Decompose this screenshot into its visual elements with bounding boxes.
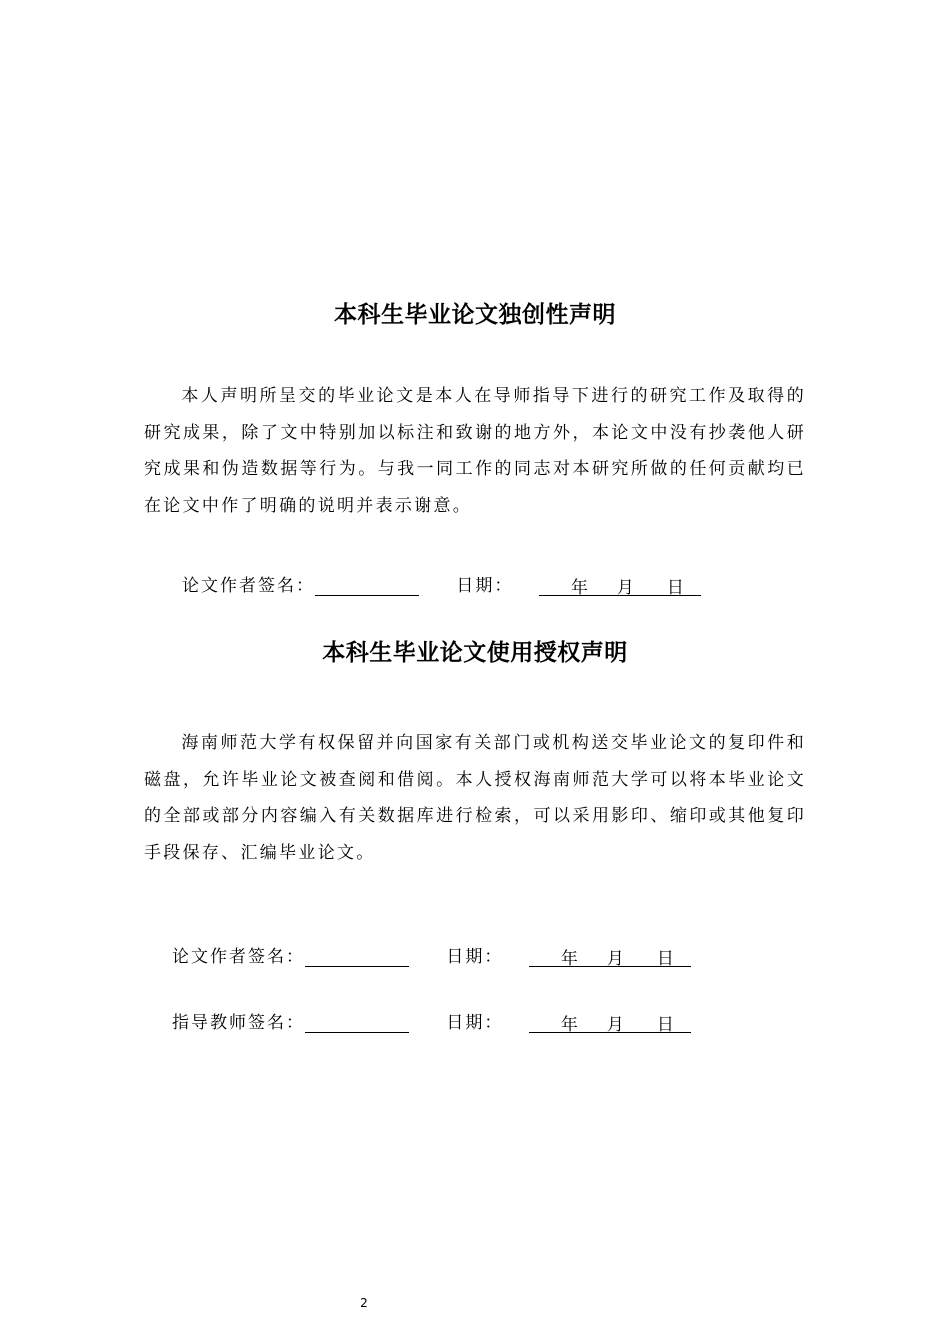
page-number: 2 <box>360 1296 368 1310</box>
author-signature-row <box>172 942 691 967</box>
authorization-title: 本科生毕业论文使用授权声明 <box>322 640 628 666</box>
author-signature-label: 论文作者签名： <box>172 947 305 967</box>
day-label: 日 <box>666 578 686 598</box>
advisor-date-blank[interactable] <box>529 1010 691 1033</box>
month-label: 月 <box>606 1015 626 1035</box>
month-label: 月 <box>616 578 636 598</box>
advisor-date-label: 日期： <box>446 1013 504 1033</box>
year-label: 年 <box>560 1015 580 1035</box>
year-label: 年 <box>570 578 590 598</box>
date-label: 日期： <box>456 576 514 596</box>
authorization-body: 海南师范大学有权保留并向国家有关部门或机构送交毕业论文的复印件和磁盘，允许毕业论文被查阅和借阅。本人授权海南师范大学可以将本毕业论文的全部或部分内容编入有关数据库进行检索，可以采用影印、缩印或其他复印手段保存、汇编毕业论文。 <box>144 733 806 863</box>
author-signature-blank[interactable] <box>305 944 409 967</box>
month-label: 月 <box>606 949 626 969</box>
day-label: 日 <box>656 1015 676 1035</box>
declaration-body: 本人声明所呈交的毕业论文是本人在导师指导下进行的研究工作及取得的研究成果，除了文中特别加以标注和致谢的地方外，本论文中没有抄袭他人研究成果和伪造数据等行为。与我一同工作的同志对本研究所做的任何贡献均已在论文中作了明确的说明并表示谢意。 <box>144 386 806 516</box>
date-blank[interactable] <box>539 573 701 596</box>
signature-blank[interactable] <box>315 573 419 596</box>
author-date-label: 日期： <box>446 947 504 967</box>
declaration-title: 本科生毕业论文独创性声明 <box>334 302 616 328</box>
advisor-signature-row <box>172 1008 691 1033</box>
advisor-signature-blank[interactable] <box>305 1010 409 1033</box>
day-label: 日 <box>656 949 676 969</box>
signature-label: 论文作者签名： <box>182 576 315 596</box>
author-date-blank[interactable] <box>529 944 691 967</box>
advisor-signature-label: 指导教师签名： <box>172 1013 305 1033</box>
year-label: 年 <box>560 949 580 969</box>
declaration-signature-row <box>182 571 701 596</box>
